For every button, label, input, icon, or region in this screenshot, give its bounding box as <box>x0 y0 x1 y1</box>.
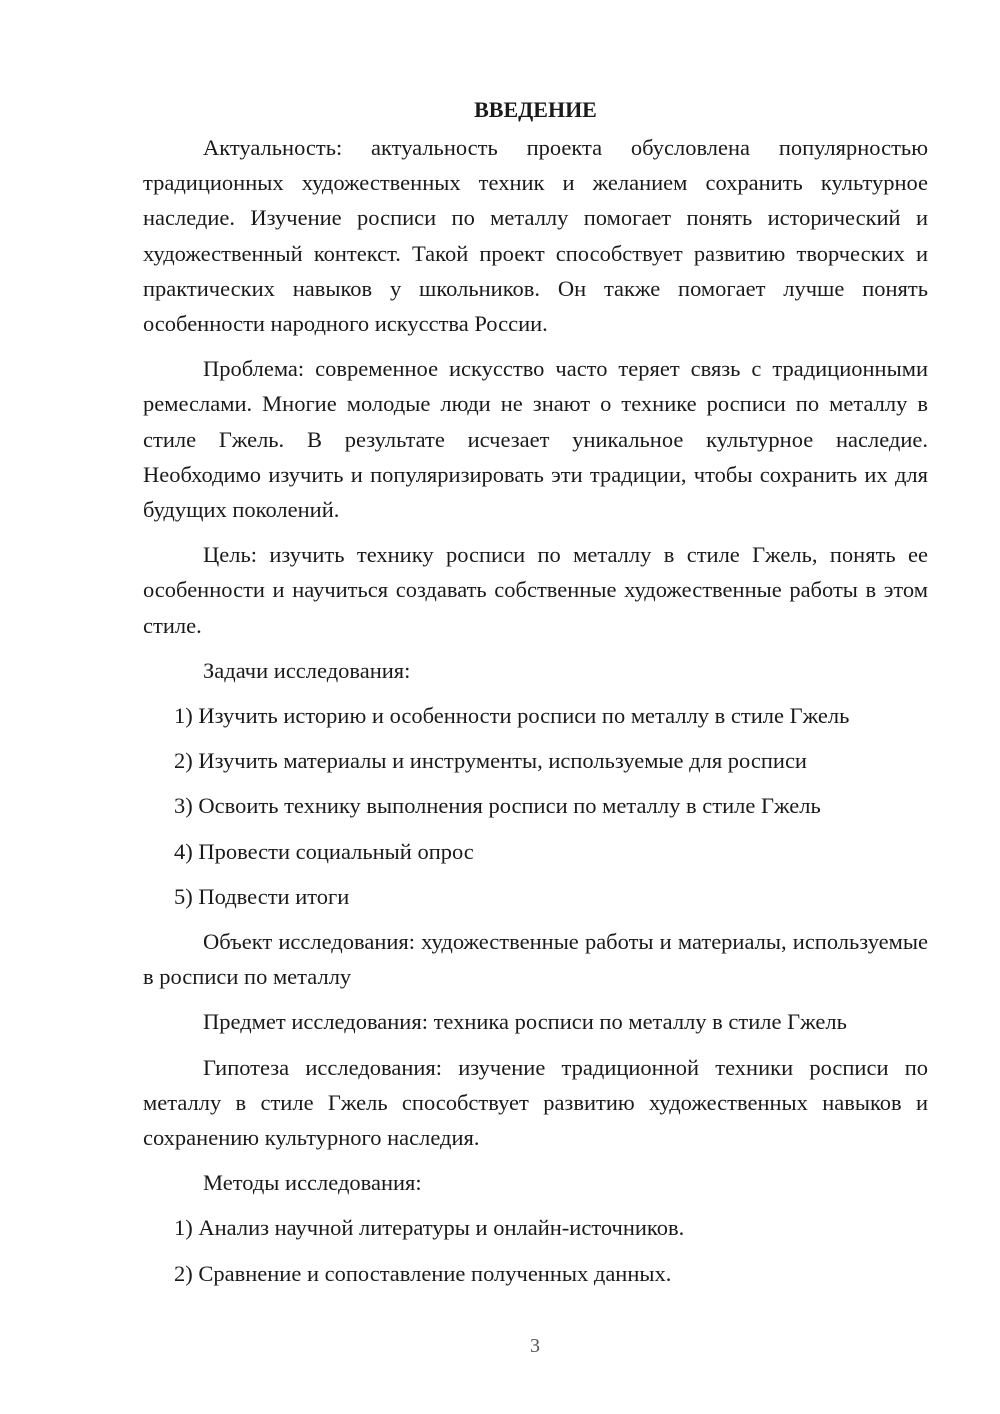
document-page <box>143 92 928 1301</box>
page-number: 3 <box>530 1335 540 1357</box>
page-title: ВВЕДЕНИЕ <box>474 97 597 122</box>
hypothesis-paragraph: Гипотеза исследования: изучение традиционной техники росписи по металлу в стиле Гжель способствует развитию художественных навыков и сохранению культурного наследия. <box>143 1054 928 1151</box>
list-item: 5) Подвести итоги <box>174 883 350 909</box>
methods-list <box>143 1210 928 1290</box>
object-paragraph: Объект исследования: художественные работы и материалы, используемые в росписи по металлу <box>143 929 928 990</box>
list-item: 2) Сравнение и сопоставление полученных данных. <box>174 1260 672 1286</box>
list-item: 2) Изучить материалы и инструменты, используемые для росписи <box>174 748 807 774</box>
methods-heading: Методы исследования: <box>203 1170 422 1196</box>
tasks-heading: Задачи исследования: <box>203 657 411 683</box>
list-item: 4) Провести социальный опрос <box>174 838 474 864</box>
tasks-list <box>143 698 928 914</box>
subject-paragraph: Предмет исследования: техника росписи по металлу в стиле Гжель <box>203 1009 847 1035</box>
problem-paragraph: Проблема: современное искусство часто теряет связь с традиционными ремеслами. Многие молодые люди не знают о технике росписи по металлу в стиле Гжель. В результате исчезает уникальное культурное наследие. Необходимо изучить и популяризировать эти традиции, чтобы сохранить их для будущих поколений. <box>143 356 928 523</box>
list-item: 1) Анализ научной литературы и онлайн-источников. <box>174 1215 685 1241</box>
goal-paragraph: Цель: изучить технику росписи по металлу в стиле Гжель, понять ее особенности и научиться создавать собственные художественные работы в этом стиле. <box>143 542 928 638</box>
list-item: 1) Изучить историю и особенности росписи по металлу в стиле Гжель <box>174 703 850 729</box>
relevance-paragraph: Актуальность: актуальность проекта обусловлена популярностью традиционных художественных техник и желанием сохранить культурное наследие. Изучение росписи по металлу помогает понять исторический и художественный контекст. Такой проект способствует развитию творческих и практических навыков у школьников. Он также помогает лучше понять особенности народного искусства России. <box>143 135 928 337</box>
list-item: 3) Освоить технику выполнения росписи по металлу в стиле Гжель <box>174 793 821 819</box>
